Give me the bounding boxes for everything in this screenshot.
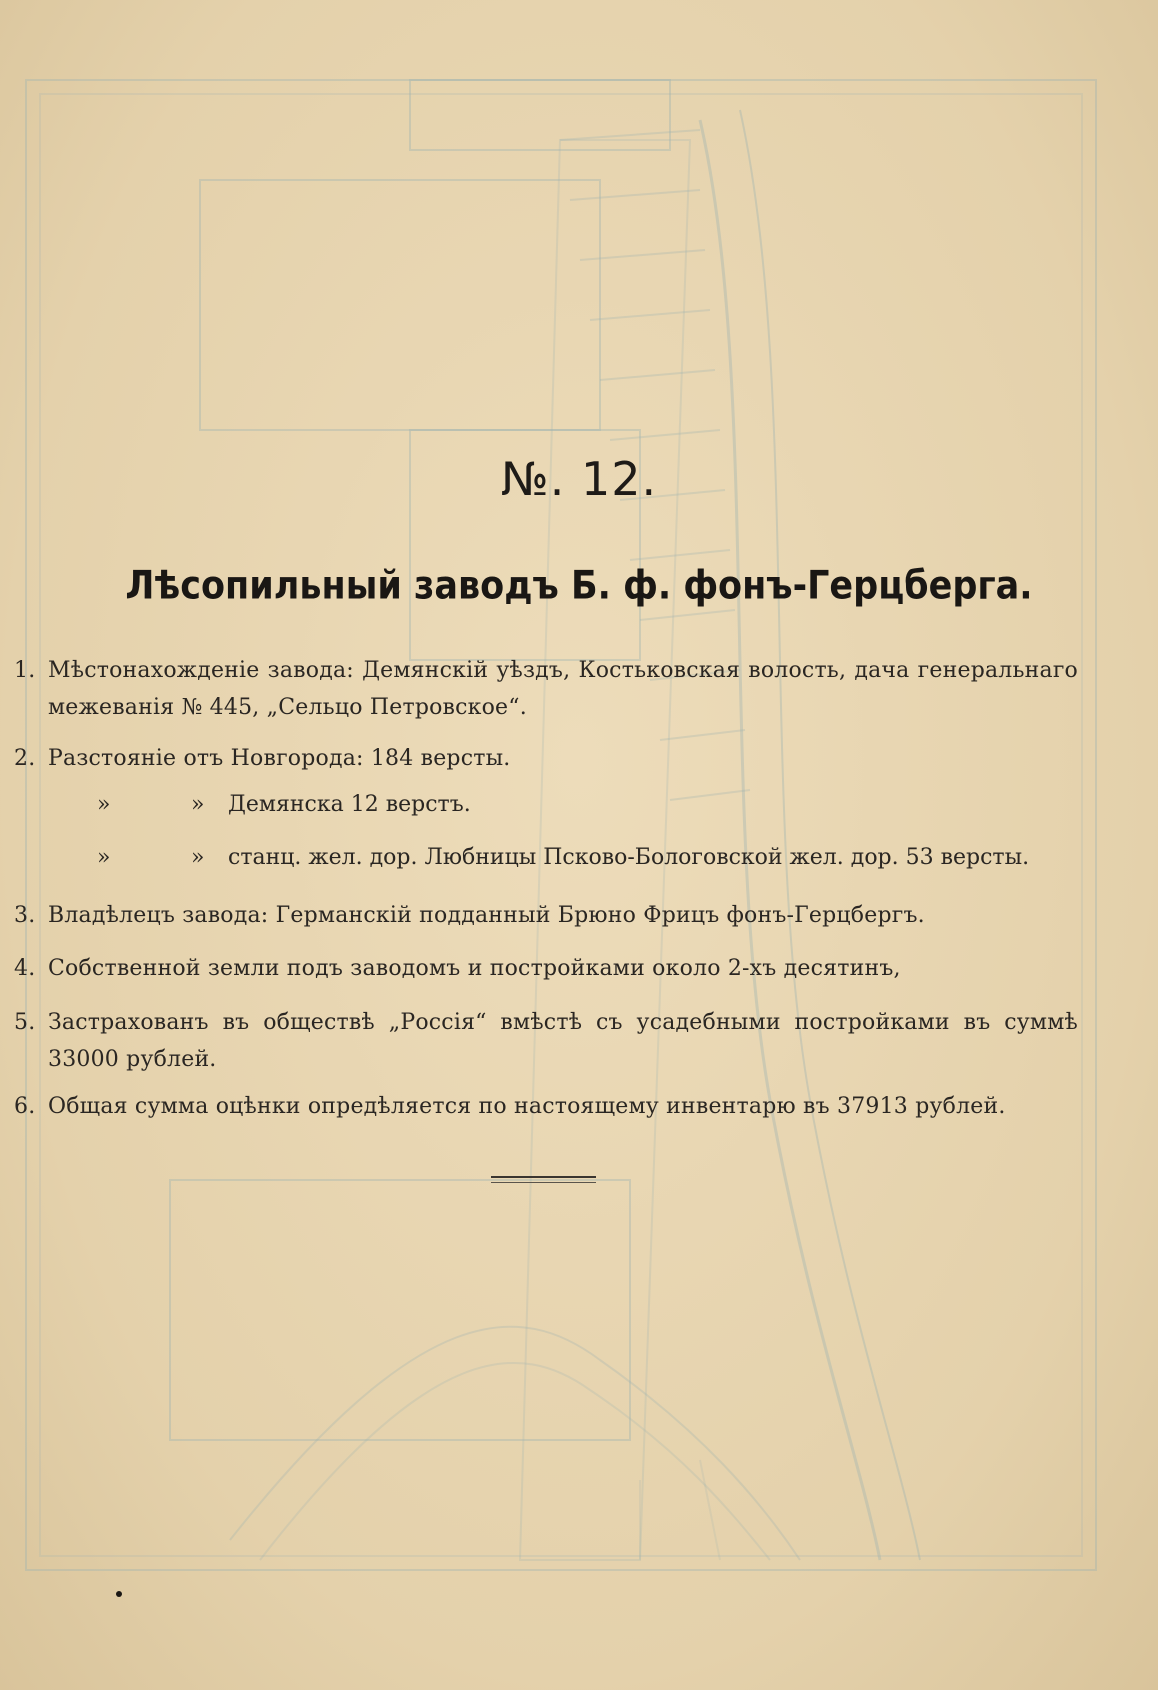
distance-row-text: Демянска 12 верстъ. (228, 792, 471, 817)
distance-row-text: станц. жел. дор. Любницы Псково-Бологовской жел. дор. 53 версты. (228, 845, 1030, 870)
ditto-mark: » (191, 845, 205, 870)
item-number: 5. (14, 1010, 36, 1035)
divider-rule (491, 1176, 596, 1178)
list-item (14, 897, 1078, 934)
item-text: Владѣлецъ завода: Германскій подданный Брюно Фрицъ фонъ-Герцбергъ. (48, 903, 925, 928)
document-number: №. 12. (500, 452, 658, 506)
list-item (14, 740, 1078, 777)
list-item (14, 1004, 1078, 1078)
list-item (14, 1088, 1078, 1125)
ditto-mark: » (97, 845, 111, 870)
ditto-mark: » (97, 792, 111, 817)
item-number: 6. (14, 1094, 36, 1119)
item-text: Застрахованъ въ обществѣ „Россія“ вмѣстѣ съ усадебными постройками въ суммѣ 33000 рублей. (48, 1010, 1078, 1072)
factory-title: Лѣсопильный заводъ Б. ф. фонъ-Герцберга. (125, 563, 1033, 609)
ink-speck (116, 1591, 122, 1597)
item-text: Общая сумма оцѣнки опредѣляется по настоящему инвентарю въ 37913 рублей. (48, 1094, 1006, 1119)
item-number: 2. (14, 746, 36, 771)
divider-rule (491, 1182, 596, 1183)
item-number: 1. (14, 658, 36, 683)
item-number: 4. (14, 956, 36, 981)
item-text: Мѣстонахожденіе завода: Демянскій уѣздъ, Костьковская волость, дача генеральнаго межеванія № 445, „Сельцо Петровское“. (48, 658, 1078, 720)
item-text: Собственной земли подъ заводомъ и постройками около 2-хъ десятинъ, (48, 956, 901, 981)
item-text: Разстояніе отъ Новгорода: 184 версты. (48, 746, 511, 771)
ditto-mark: » (191, 792, 205, 817)
list-item (14, 652, 1078, 726)
list-item (14, 950, 1078, 987)
item-number: 3. (14, 903, 36, 928)
